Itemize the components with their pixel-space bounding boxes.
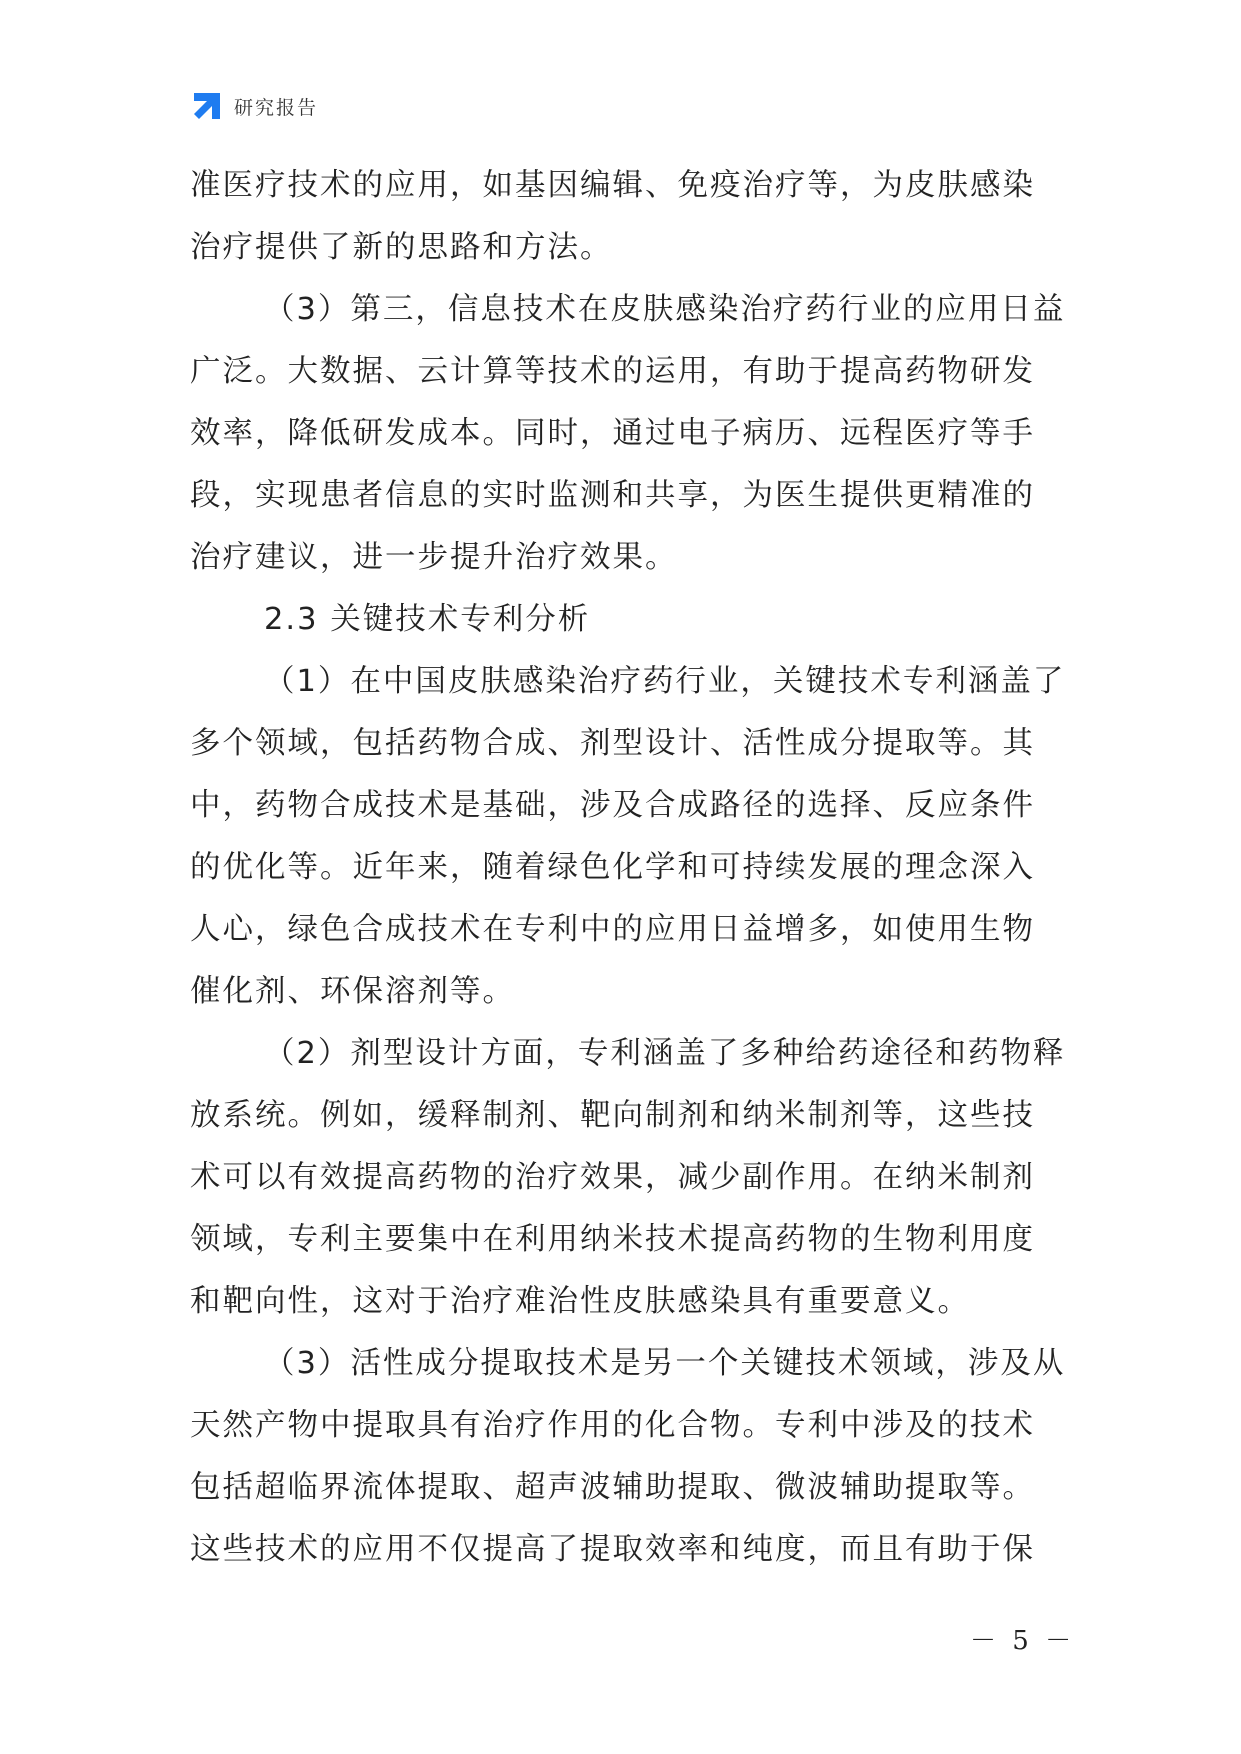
arrow-logo-icon (190, 89, 224, 123)
text-line: 段，实现患者信息的实时监测和共享，为医生提供更精准的 (190, 478, 1035, 513)
text-line: 这些技术的应用不仅提高了提取效率和纯度，而且有助于保 (190, 1532, 1035, 1567)
text-line: 多个领域，包括药物合成、剂型设计、活性成分提取等。其 (190, 726, 1035, 761)
text-line: 催化剂、环保溶剂等。 (190, 974, 515, 1009)
text-line: 放系统。例如，缓释制剂、靶向制剂和纳米制剂等，这些技 (190, 1098, 1035, 1133)
section-heading: 2.3 关键技术专利分析 (264, 602, 591, 637)
text-line: 治疗建议，进一步提升治疗效果。 (190, 540, 678, 575)
document-body (190, 155, 1066, 1581)
text-line: 术可以有效提高药物的治疗效果，减少副作用。在纳米制剂 (190, 1160, 1035, 1195)
text-line: 天然产物中提取具有治疗作用的化合物。专利中涉及的技术 (190, 1408, 1035, 1443)
text-line: 准医疗技术的应用，如基因编辑、免疫治疗等，为皮肤感染 (190, 168, 1035, 203)
text-line: 广泛。大数据、云计算等技术的运用，有助于提高药物研发 (190, 354, 1035, 389)
page-number: － 5 － (970, 1626, 1076, 1656)
text-line: （3）第三，信息技术在皮肤感染治疗药行业的应用日益 (264, 292, 1066, 327)
text-line: 领域，专利主要集中在利用纳米技术提高药物的生物利用度 (190, 1222, 1035, 1257)
text-line: 效率，降低研发成本。同时，通过电子病历、远程医疗等手 (190, 416, 1035, 451)
text-line: 中，药物合成技术是基础，涉及合成路径的选择、反应条件 (190, 788, 1035, 823)
text-line: （1）在中国皮肤感染治疗药行业，关键技术专利涵盖了 (264, 664, 1066, 699)
header-label: 研究报告 (234, 96, 319, 119)
text-line: 的优化等。近年来，随着绿色化学和可持续发展的理念深入 (190, 850, 1035, 885)
text-line: 和靶向性，这对于治疗难治性皮肤感染具有重要意义。 (190, 1284, 970, 1319)
report-header (190, 88, 318, 124)
text-line: （2）剂型设计方面，专利涵盖了多种给药途径和药物释 (264, 1036, 1066, 1071)
text-line: 包括超临界流体提取、超声波辅助提取、微波辅助提取等。 (190, 1470, 1035, 1505)
text-line: （3）活性成分提取技术是另一个关键技术领域，涉及从 (264, 1346, 1066, 1381)
text-line: 治疗提供了新的思路和方法。 (190, 230, 613, 265)
text-line: 人心，绿色合成技术在专利中的应用日益增多，如使用生物 (190, 912, 1035, 947)
